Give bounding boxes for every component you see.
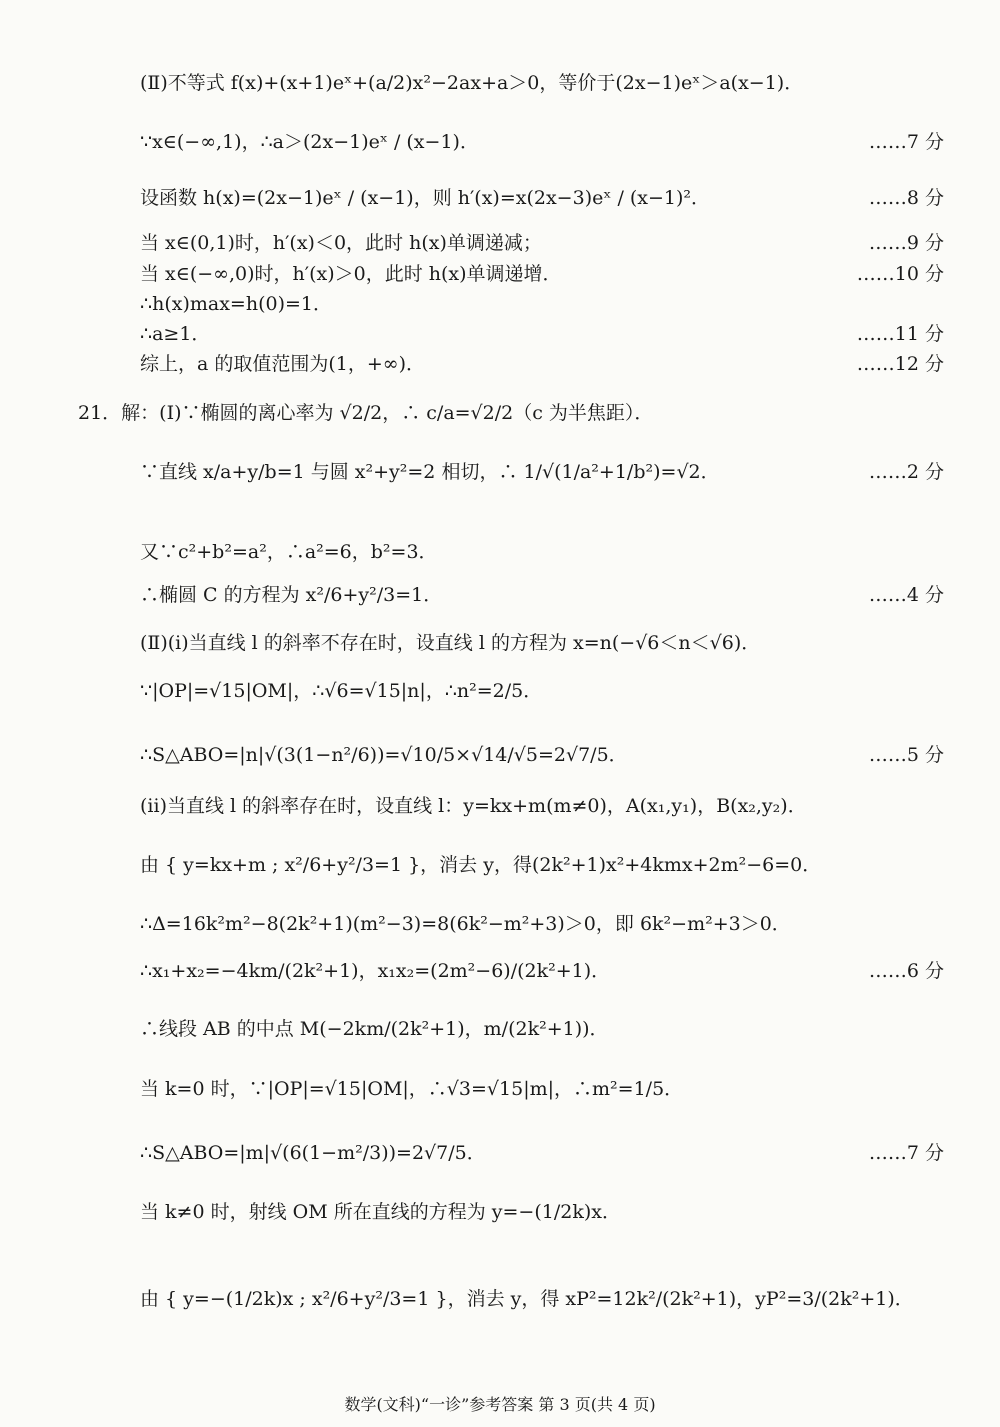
score-label: ……11 分 [856,323,944,345]
line-text: 由 { y=−(1/2k)x ; x²/6+y²/3=1 }，消去 y，得 xP²=12k²/(2k²+1)，yP²=3/(2k²+1)． [140,1288,914,1310]
score-label: ……6 分 [868,960,944,982]
page-footer: 数学(文科)“一诊”参考答案 第 3 页(共 4 页) [344,1395,656,1414]
score-label: ……4 分 [868,584,944,606]
line-text: ∵直线 x/a+y/b=1 与圆 x²+y²=2 相切，∴ 1/√(1/a²+1/b²)=√2． [140,461,720,483]
line-text: 由 { y=kx+m ; x²/6+y²/3=1 }，消去 y，得(2k²+1)x²+4kmx+2m²−6=0． [140,854,822,876]
line-text: (Ⅱ)(i)当直线 l 的斜率不存在时，设直线 l 的方程为 x=n(−√6＜n＜√6)． [140,632,761,654]
score-label: ……12 分 [856,353,944,375]
line-text: 设函数 h(x)=(2x−1)eˣ / (x−1)，则 h′(x)=x(2x−3)eˣ / (x−1)²． [140,187,711,209]
line-text: ∴a≥1． [140,323,211,345]
score-label: ……8 分 [868,187,944,209]
line-text: ∴线段 AB 的中点 M(−2km/(2k²+1)，m/(2k²+1))． [140,1018,609,1040]
line-text: 综上，a 的取值范围为(1，+∞)． [140,353,426,375]
line-text: ∵x∈(−∞,1)，∴a＞(2x−1)eˣ / (x−1)． [140,131,479,153]
line-text: 当 x∈(0,1)时，h′(x)＜0，此时 h(x)单调递减； [140,232,542,254]
line-text: ∴Δ=16k²m²−8(2k²+1)(m²−3)=8(6k²−m²+3)＞0，即 6k²−m²+3＞0． [140,913,791,935]
line-text: 当 k=0 时，∵|OP|=√15|OM|，∴√3=√15|m|，∴m²=1/5． [140,1078,684,1100]
line-text: ∴x₁+x₂=−4km/(2k²+1)，x₁x₂=(2m²−6)/(2k²+1)． [140,960,611,982]
score-label: ……9 分 [868,232,944,254]
line-text: 当 x∈(−∞,0)时，h′(x)＞0，此时 h(x)单调递增． [140,263,562,285]
line-text: 当 k≠0 时，射线 OM 所在直线的方程为 y=−(1/2k)x． [140,1201,621,1223]
line-text: ∴S△ABO=|n|√(3(1−n²/6))=√10/5×√14/√5=2√7/5． [140,744,628,766]
line-text: 21．解：(Ⅰ)∵椭圆的离心率为 √2/2，∴ c/a=√2/2（c 为半焦距）． [78,402,654,424]
line-text: ∴h(x)max=h(0)=1． [140,293,333,315]
line-text: (ii)当直线 l 的斜率存在时，设直线 l：y=kx+m(m≠0)，A(x₁,y₁)，B(x₂,y₂)． [140,795,807,817]
score-label: ……5 分 [868,744,944,766]
line-text: 又∵c²+b²=a²，∴a²=6，b²=3． [140,541,438,563]
line-text: (Ⅱ)不等式 f(x)+(x+1)eˣ+(a/2)x²−2ax+a＞0，等价于(2x−1)eˣ＞a(x−1)． [140,72,804,94]
line-text: ∴S△ABO=|m|√(6(1−m²/3))=2√7/5． [140,1142,486,1164]
line-text: ∴椭圆 C 的方程为 x²/6+y²/3=1． [140,584,443,606]
line-text: ∵|OP|=√15|OM|，∴√6=√15|n|，∴n²=2/5． [140,680,543,702]
score-label: ……10 分 [856,263,944,285]
score-label: ……7 分 [868,1142,944,1164]
score-label: ……2 分 [868,461,944,483]
score-label: ……7 分 [868,131,944,153]
